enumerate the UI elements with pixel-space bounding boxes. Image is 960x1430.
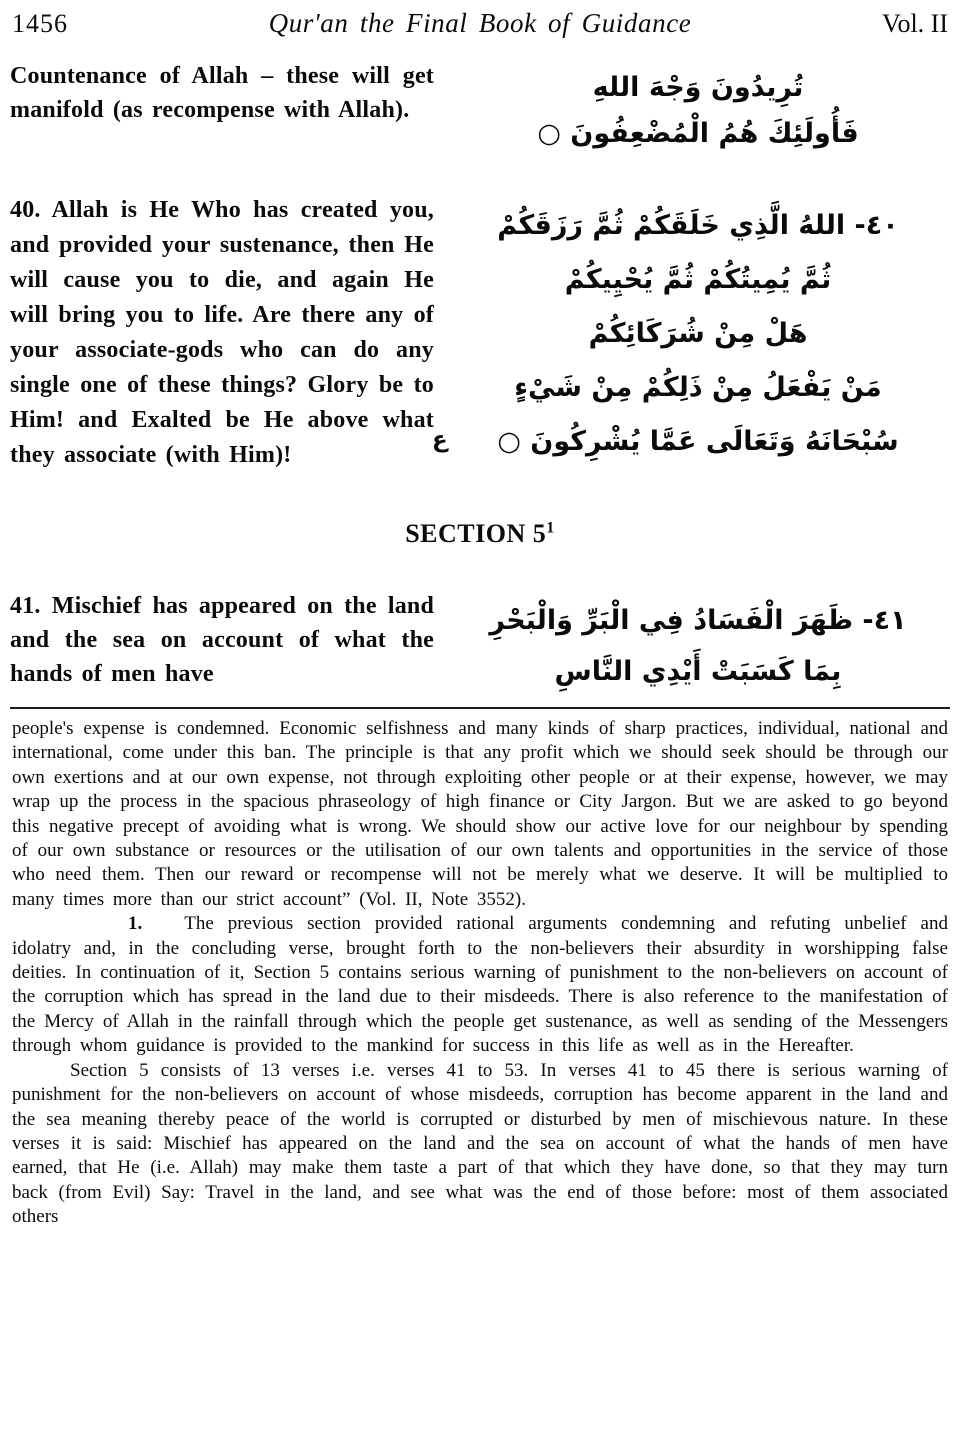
arabic-line: بِمَا كَسَبَتْ أَيْدِي النَّاسِ bbox=[554, 656, 842, 687]
section-heading bbox=[10, 519, 950, 549]
arabic-text-v39 bbox=[434, 59, 950, 157]
footnote-text: people's expense is condemned. Economic selfishness and many kinds of sharp practices, individual, national and international, come under this ban. The principle is that any profit which we should seek should be through our own exertions and at our own expense, not through exploiting other people or at their expense, however, we may wrap up the process in the spacious phraseology of high finance or City Jargon. But we are asked to go beyond this negative precept of avoiding what is wrong. We should show our active love for our neighbour by spending of our own substance or resources or the utilisation of our own talents and opportunities in the service of those who need them. Then our reward or recompense will not be merely what we deserve. It will be multiplied to many times more than our strict account” (Vol. II, Note 3552). bbox=[12, 718, 948, 910]
footnote-text: The previous section provided rational arguments condemning and refuting unbelief and idolatry and, in the concluding verse, brought forth to the non-believers their absurdity in worshipping false deities. In continuation of it, Section 5 contains serious warning of punishment to the non-believers on account of the corruption which has spread in the land due to their misdeeds. There is also reference to the manifestation of the Mercy of Allah in the rainfall through which the people get sustenance, as well as sending of the Messengers through whom guidance is provided to the mankind for success in this life as well as in the Hereafter. bbox=[12, 913, 948, 1057]
book-title: Qur'an the Final Book of Guidance bbox=[268, 8, 692, 38]
volume-label: Vol. II bbox=[882, 9, 948, 38]
section-heading-text: SECTION 5 bbox=[405, 519, 547, 548]
arabic-line: ٤٠- اللهُ الَّذِي خَلَقَكُمْ ثُمَّ رَزَقَكُمْ bbox=[497, 210, 899, 241]
ruku-marker: ع bbox=[432, 427, 448, 453]
section-footnote-ref: 1 bbox=[546, 519, 555, 537]
verse-row-39-end bbox=[10, 59, 950, 157]
arabic-text-v40 bbox=[434, 193, 950, 469]
arabic-line: فَأُولَئِكَ هُمُ الْمُضْعِفُونَ ○ bbox=[537, 118, 859, 149]
arabic-text-v41 bbox=[434, 589, 950, 697]
page-number: 1456 bbox=[12, 9, 68, 38]
english-translation-v41: 41. Mischief has appeared on the land and the sea on account of what the hands of men have bbox=[10, 593, 434, 687]
arabic-line: تُرِيدُونَ وَجْهَ اللهِ bbox=[592, 72, 804, 103]
arabic-line: هَلْ مِنْ شُرَكَائِكُمْ bbox=[588, 318, 808, 349]
footnote-paragraph bbox=[12, 1059, 948, 1230]
verse-row-40 bbox=[10, 193, 950, 473]
arabic-line: سُبْحَانَهُ وَتَعَالَى عَمَّا يُشْرِكُونَ ○ bbox=[497, 426, 899, 457]
verse-row-41 bbox=[10, 589, 950, 697]
footnote-number: 1. bbox=[128, 913, 143, 935]
footnote-paragraph bbox=[12, 717, 948, 912]
english-translation-v39: Countenance of Allah – these will get manifold (as recompense with Allah). bbox=[10, 63, 434, 123]
arabic-line: ٤١- ظَهَرَ الْفَسَادُ فِي الْبَرِّ وَالْبَحْرِ bbox=[489, 605, 907, 636]
footnote-area bbox=[10, 709, 950, 1230]
arabic-line: مَنْ يَفْعَلُ مِنْ ذَلِكُمْ مِنْ شَيْءٍ bbox=[514, 372, 882, 403]
verse-area bbox=[10, 59, 950, 697]
page-header bbox=[10, 6, 950, 39]
footnote-paragraph bbox=[12, 912, 948, 1058]
footnote-text: Section 5 consists of 13 verses i.e. verses 41 to 53. In verses 41 to 45 there is serious warning of punishment for the non-believers on account of whose misdeeds, corruption has become apparent in the land and the sea meaning thereby peace of the world is corrupted or disturbed by men of mischievous nature. In these verses it is said: Mischief has appeared on the land and the sea on account of what the hands of men have earned, that He (i.e. Allah) may make them taste a part of that which they have done, so that they may turn back (from Evil) Say: Travel in the land, and see what was the end of those before: most of them associated others bbox=[12, 1059, 948, 1228]
arabic-line: ثُمَّ يُمِيتُكُمْ ثُمَّ يُحْيِيكُمْ bbox=[564, 264, 832, 295]
english-translation-v40: 40. Allah is He Who has created you, and provided your sustenance, then He will cause you to die, and again He will bring you to life. Are there any of your associate-gods who can do any single one of these things? Glory be to Him! and Exalted be He above what they associate (with Him)! bbox=[10, 197, 434, 468]
